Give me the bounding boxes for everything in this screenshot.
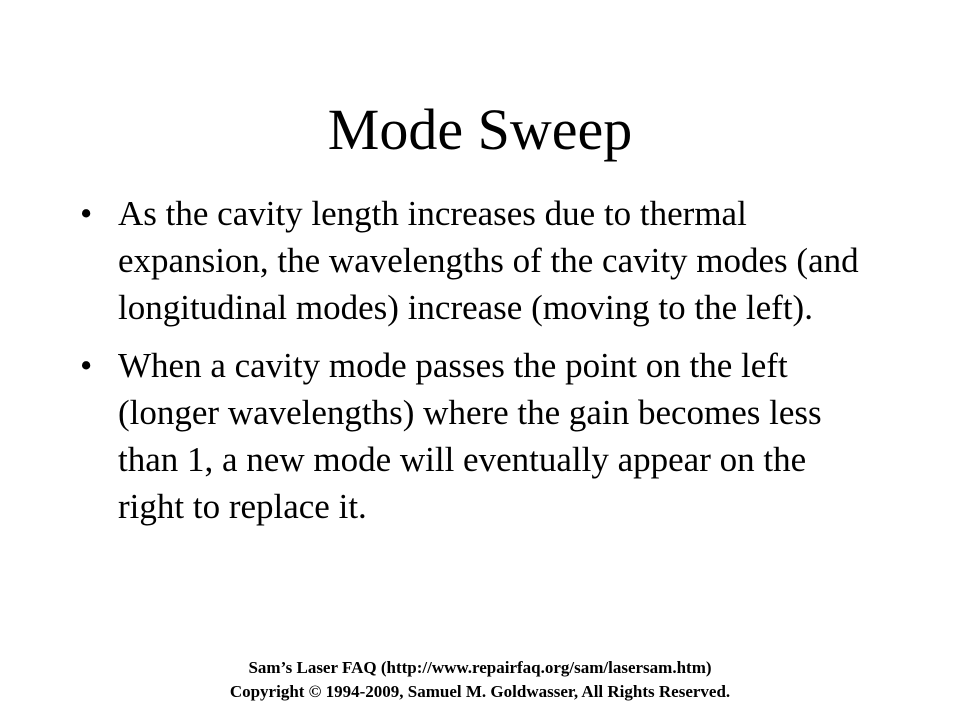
bullet-text: When a cavity mode passes the point on the left (longer wavelengths) where the gain becomes less than 1, a new mode will eventually appear on the right to replace it.	[118, 346, 822, 526]
footer-copyright: Copyright © 1994-2009, Samuel M. Goldwasser, All Rights Reserved.	[229, 682, 731, 701]
slide-title: Mode Sweep	[327, 97, 633, 162]
footer	[0, 656, 960, 704]
bullet-item	[80, 342, 880, 530]
bullet-list	[80, 190, 880, 541]
bullet-icon: •	[80, 194, 93, 233]
bullet-icon: •	[80, 346, 93, 385]
bullet-item	[80, 190, 880, 331]
bullet-text: As the cavity length increases due to thermal expansion, the wavelengths of the cavity modes (and longitudinal modes) increase (moving to the left).	[118, 194, 859, 327]
footer-source: Sam’s Laser FAQ (http://www.repairfaq.org/sam/lasersam.htm)	[248, 658, 712, 677]
